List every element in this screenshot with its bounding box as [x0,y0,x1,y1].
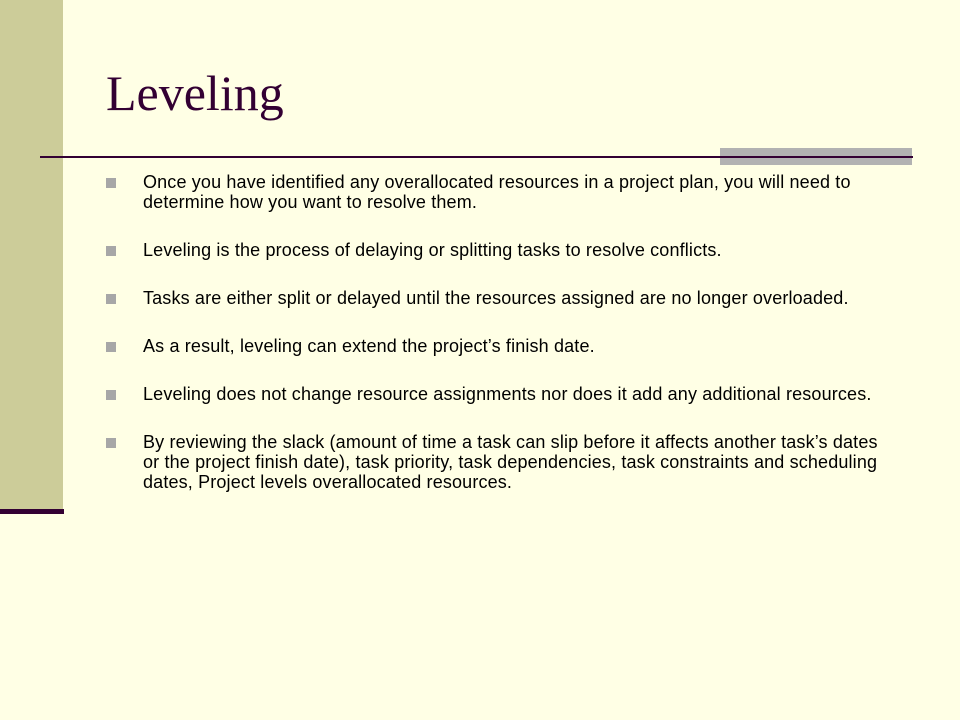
bullet-text: Tasks are either split or delayed until the resources assigned are no longer overloaded. [143,288,849,308]
bullet-item [106,240,896,260]
left-accent-bar [0,0,63,510]
square-bullet-icon [106,178,116,188]
bullet-text: By reviewing the slack (amount of time a task can slip before it affects another task’s dates or the project finish date), task priority, task dependencies, task constraints and scheduling dates, Project levels overallocated resources. [143,432,878,492]
bullet-item [106,172,896,212]
bullet-text: As a result, leveling can extend the project’s finish date. [143,336,595,356]
bullet-text: Leveling does not change resource assignments nor does it add any additional resources. [143,384,872,404]
bullet-list [106,172,896,520]
title-divider-accent-line [720,156,913,158]
square-bullet-icon [106,390,116,400]
bullet-text: Leveling is the process of delaying or splitting tasks to resolve conflicts. [143,240,722,260]
slide-title: Leveling [106,65,284,121]
bullet-item [106,432,896,492]
square-bullet-icon [106,294,116,304]
square-bullet-icon [106,438,116,448]
bullet-text: Once you have identified any overallocated resources in a project plan, you will need to determine how you want to resolve them. [143,172,851,212]
bullet-item [106,288,896,308]
left-accent-bar-underline [0,509,64,514]
bullet-item [106,384,896,404]
square-bullet-icon [106,246,116,256]
bullet-item [106,336,896,356]
square-bullet-icon [106,342,116,352]
